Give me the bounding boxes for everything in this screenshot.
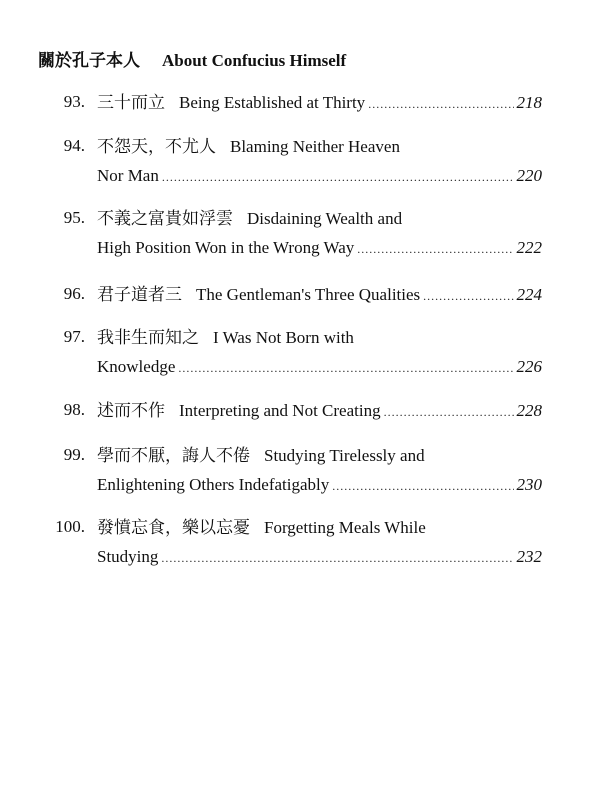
dot-leader — [423, 285, 513, 307]
entry-title-zh: 君子道者三 — [97, 285, 182, 304]
dot-leader — [384, 401, 514, 423]
entry-title-zh: 三十而立 — [97, 93, 165, 112]
entry-number: 97. — [63, 327, 85, 346]
entry-title-en-continued: Studying — [97, 547, 159, 566]
entry-line — [97, 327, 542, 349]
entry-page-number: 220 — [516, 166, 542, 185]
entry-title-en-continued: Nor Man — [97, 166, 159, 185]
entry-line — [97, 136, 542, 158]
dot-leader — [357, 238, 513, 260]
section-heading-zh: 關於孔子本人 — [38, 51, 140, 70]
entry-number: 99. — [63, 445, 85, 464]
entry-title-en: Studying Tirelessly and — [264, 446, 425, 465]
entry-page-number: 218 — [516, 93, 542, 112]
entry-title-en-continued: Knowledge — [97, 357, 176, 376]
entry-line-2 — [97, 474, 542, 497]
entry-number: 100. — [55, 517, 85, 536]
entry-line-2 — [97, 546, 542, 569]
entry-title-en: Interpreting and Not Creating — [179, 401, 381, 420]
dot-leader — [178, 357, 513, 379]
entry-page-number: 222 — [516, 238, 542, 257]
entry-number: 98. — [63, 400, 85, 419]
entry-page-number: 226 — [516, 357, 542, 376]
entry-line — [97, 92, 542, 115]
entry-line — [97, 208, 542, 230]
dot-leader — [161, 547, 513, 569]
entry-title-zh: 不怨天，不尤人 — [97, 137, 216, 156]
entry-title-zh: 述而不作 — [97, 401, 165, 420]
entry-line-2 — [97, 237, 542, 260]
dot-leader — [332, 475, 513, 497]
entry-title-en: Blaming Neither Heaven — [230, 137, 400, 156]
entry-number: 93. — [63, 92, 85, 111]
dot-leader — [162, 166, 514, 188]
entry-title-zh: 學而不厭，誨人不倦 — [97, 446, 250, 465]
entry-line-2 — [97, 356, 542, 379]
entry-page-number: 224 — [516, 285, 542, 304]
dot-leader — [368, 93, 513, 115]
entry-line — [97, 400, 542, 423]
entry-title-en-continued: High Position Won in the Wrong Way — [97, 238, 355, 257]
entry-line — [97, 517, 542, 539]
entry-title-zh: 不義之富貴如浮雲 — [97, 209, 233, 228]
entry-title-en: Forgetting Meals While — [264, 518, 426, 537]
entry-title-en: I Was Not Born with — [213, 328, 354, 347]
entry-title-en: The Gentleman's Three Qualities — [196, 285, 421, 304]
entry-title-zh: 發憤忘食，樂以忘憂 — [97, 518, 250, 537]
entry-number: 96. — [63, 284, 85, 303]
entry-number: 95. — [63, 208, 85, 227]
entry-line — [97, 284, 542, 307]
section-heading — [38, 46, 346, 71]
entry-title-en: Disdaining Wealth and — [247, 209, 403, 228]
entry-title-en-continued: Enlightening Others Indefatigably — [97, 475, 330, 494]
entry-page-number: 230 — [516, 475, 542, 494]
entry-page-number: 228 — [516, 401, 542, 420]
entry-page-number: 232 — [516, 547, 542, 566]
entry-number: 94. — [63, 136, 85, 155]
entry-title-en: Being Established at Thirty — [179, 93, 366, 112]
entry-line — [97, 445, 542, 467]
entry-title-zh: 我非生而知之 — [97, 328, 199, 347]
entry-line-2 — [97, 165, 542, 188]
section-heading-en: About Confucius Himself — [162, 51, 347, 70]
